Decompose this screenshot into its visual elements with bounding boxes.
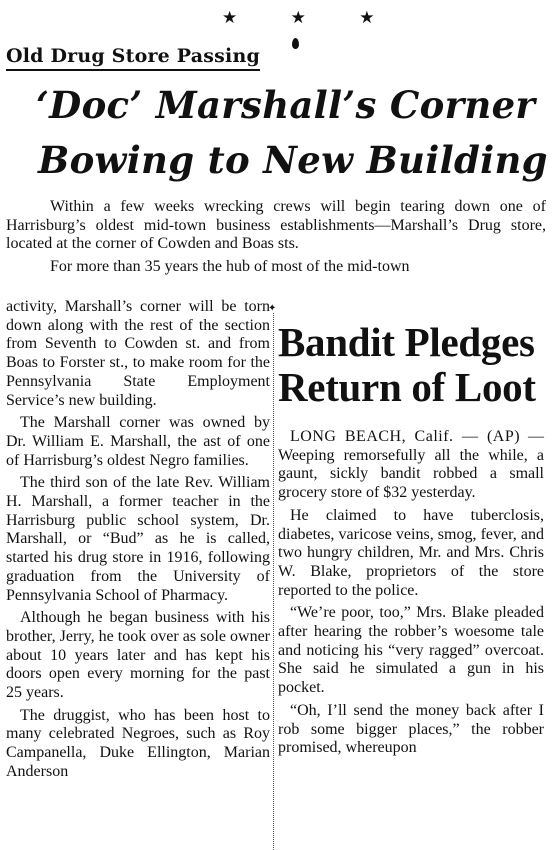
main-headline-line-2: Bowing to New Building [38,138,548,182]
ornament-stars: ★ ★ ★ [222,8,399,28]
ink-blot [292,38,299,49]
left-paragraph-5: The druggist, who has been host to many celebrated Negroes, such as Roy Campanella, Duke Ellington, Marian Anderson [6,706,270,780]
lead-paragraph-2: For more than 35 years the hub of most of the mid-town [50,258,410,276]
bandit-headline-line-2: Return of Loot [278,364,536,410]
bandit-paragraph-2: He claimed to have tuberclosis, diabetes, varicose veins, smog, fever, and two hungry children, Mr. and Mrs. Chris W. Blake, proprietors of the store reported to the police. [278,506,544,599]
left-paragraph-4: Although he began business with his brother, Jerry, he took over as sole owner about 10 years later and has kept his doors open every morning for the past 25 years. [6,609,270,702]
lead-paragraph-1: Within a few weeks wrecking crews will begin tearing down one of Harrisburg’s oldest mid-town business establishments—Marshall’s Drug store, located at the corner of Cowden and Boas sts. [6,198,546,253]
left-column [6,298,270,786]
column-dagger-mark: ✦ [268,303,277,314]
bandit-paragraph-3: “We’re poor, too,” Mrs. Blake pleaded after hearing the robber’s woesome tale and noticing his “very ragged” overcoat. She said he simulated a gun in his pocket. [278,604,544,697]
kicker-headline: Old Drug Store Passing [6,44,260,71]
dateline: LONG BEACH, Calif. — (AP) [290,428,521,445]
bandit-paragraph-4: “Oh, I’ll send the money back after I rob some bigger places,” the robber promised, whereupon [278,701,544,757]
left-paragraph-1: activity, Marshall’s corner will be torn down along with the rest of the section from Seventh to Cowden st. and from Boas to Forster st., to make room for the Pennsylvania State Employment Service’s new building. [6,298,270,409]
left-paragraph-2: The Marshall corner was owned by Dr. William E. Marshall, the ast of one of Harrisburg’s oldest Negro families. [6,414,270,469]
bandit-paragraph-1: —Weeping remorsefully all the while, a gaunt, sickly bandit robbed a small grocery store of $32 yesterday. [278,428,545,502]
bandit-headline-line-1: Bandit Pledges [278,319,535,365]
right-column [278,316,544,762]
main-headline-line-1: ‘Doc’ Marshall’s Corner [36,83,536,127]
column-divider [273,313,274,850]
lead-paragraphs [6,198,546,277]
main-headline [36,78,548,188]
left-paragraph-3: The third son of the late Rev. William H. Marshall, a former teacher in the Harrisburg public school system, Dr. Marshall, or “Bud” as he is called, started his drug store in 1916, following graduation from the University of Pennsylvania School of Pharmacy. [6,474,270,604]
bandit-dateline-paragraph [278,428,544,503]
bandit-headline [278,320,544,410]
